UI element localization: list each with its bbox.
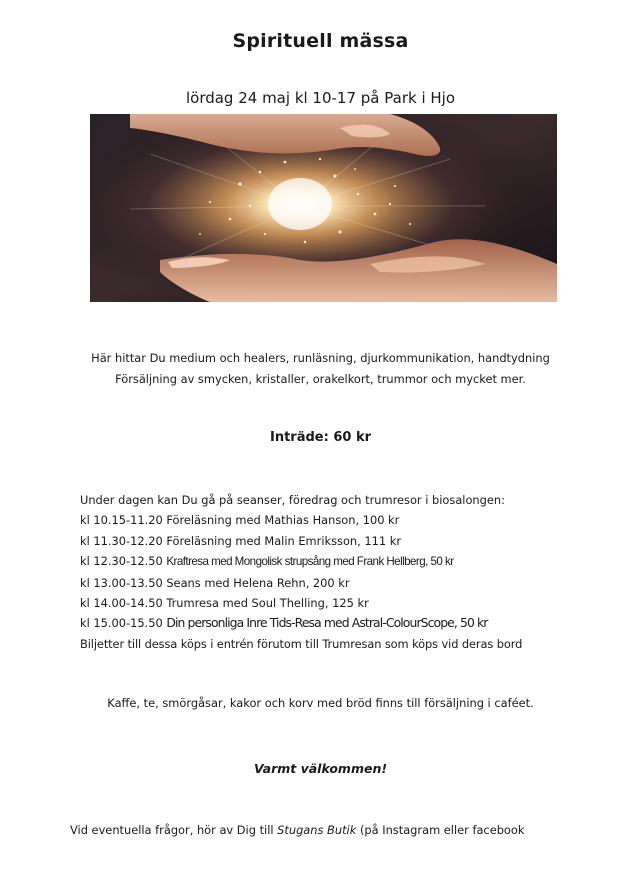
intro-line: Här hittar Du medium och healers, runläsning, djurkommunikation, handtydning [91, 351, 550, 365]
schedule-item: kl 10.15-11.20 Föreläsning med Mathias Hanson, 100 kr [80, 513, 400, 528]
contact-info [70, 823, 524, 837]
tickets-note: Biljetter till dessa köps i entrén förutom till Trumresan som köps vid deras bord [80, 636, 523, 651]
page-title: Spirituell mässa [232, 30, 409, 52]
schedule-list [80, 490, 620, 654]
schedule-item [80, 551, 620, 572]
contact-suffix: (på Instagram eller facebook [356, 823, 525, 837]
schedule-item-inserted-text: Din personliga Inre Tids-Resa med Astral-ColourScope, 50 kr [166, 615, 488, 631]
intro-text [0, 348, 641, 390]
cafe-info: Kaffe, te, smörgåsar, kakor och korv med bröd finns till försäljning i caféet. [107, 696, 534, 710]
schedule-heading: Under dagen kan Du gå på seanser, föredrag och trumresor i biosalongen: [80, 493, 505, 507]
welcome-text: Varmt välkommen! [253, 761, 388, 776]
schedule-item-time: kl 15.00-15.50 [80, 616, 167, 631]
schedule-item: kl 13.00-13.50 Seans med Helena Rehn, 200 kr [80, 575, 350, 590]
contact-prefix: Vid eventuella frågor, hör av Dig till [70, 823, 278, 837]
schedule-item-inserted-text: Kraftresa med Mongolisk strupsång med Frank Hellberg, 50 kr [166, 555, 454, 569]
schedule-item [80, 613, 620, 633]
hero-image [90, 114, 557, 302]
schedule-item: kl 14.00-14.50 Trumresa med Soul Thelling, 125 kr [80, 596, 369, 611]
event-date-location: lördag 24 maj kl 10-17 på Park i Hjo [185, 89, 456, 107]
schedule-item: kl 11.30-12.20 Föreläsning med Malin Emriksson, 111 kr [80, 533, 402, 548]
entrance-fee: Inträde: 60 kr [269, 430, 371, 445]
intro-line: Försäljning av smycken, kristaller, orakelkort, trummor och mycket mer. [115, 372, 526, 386]
shop-name: Stugans Butik [277, 823, 357, 837]
schedule-item-time: kl 12.30-12.50 [80, 554, 167, 569]
glowing-light-between-hands-icon [90, 114, 557, 302]
